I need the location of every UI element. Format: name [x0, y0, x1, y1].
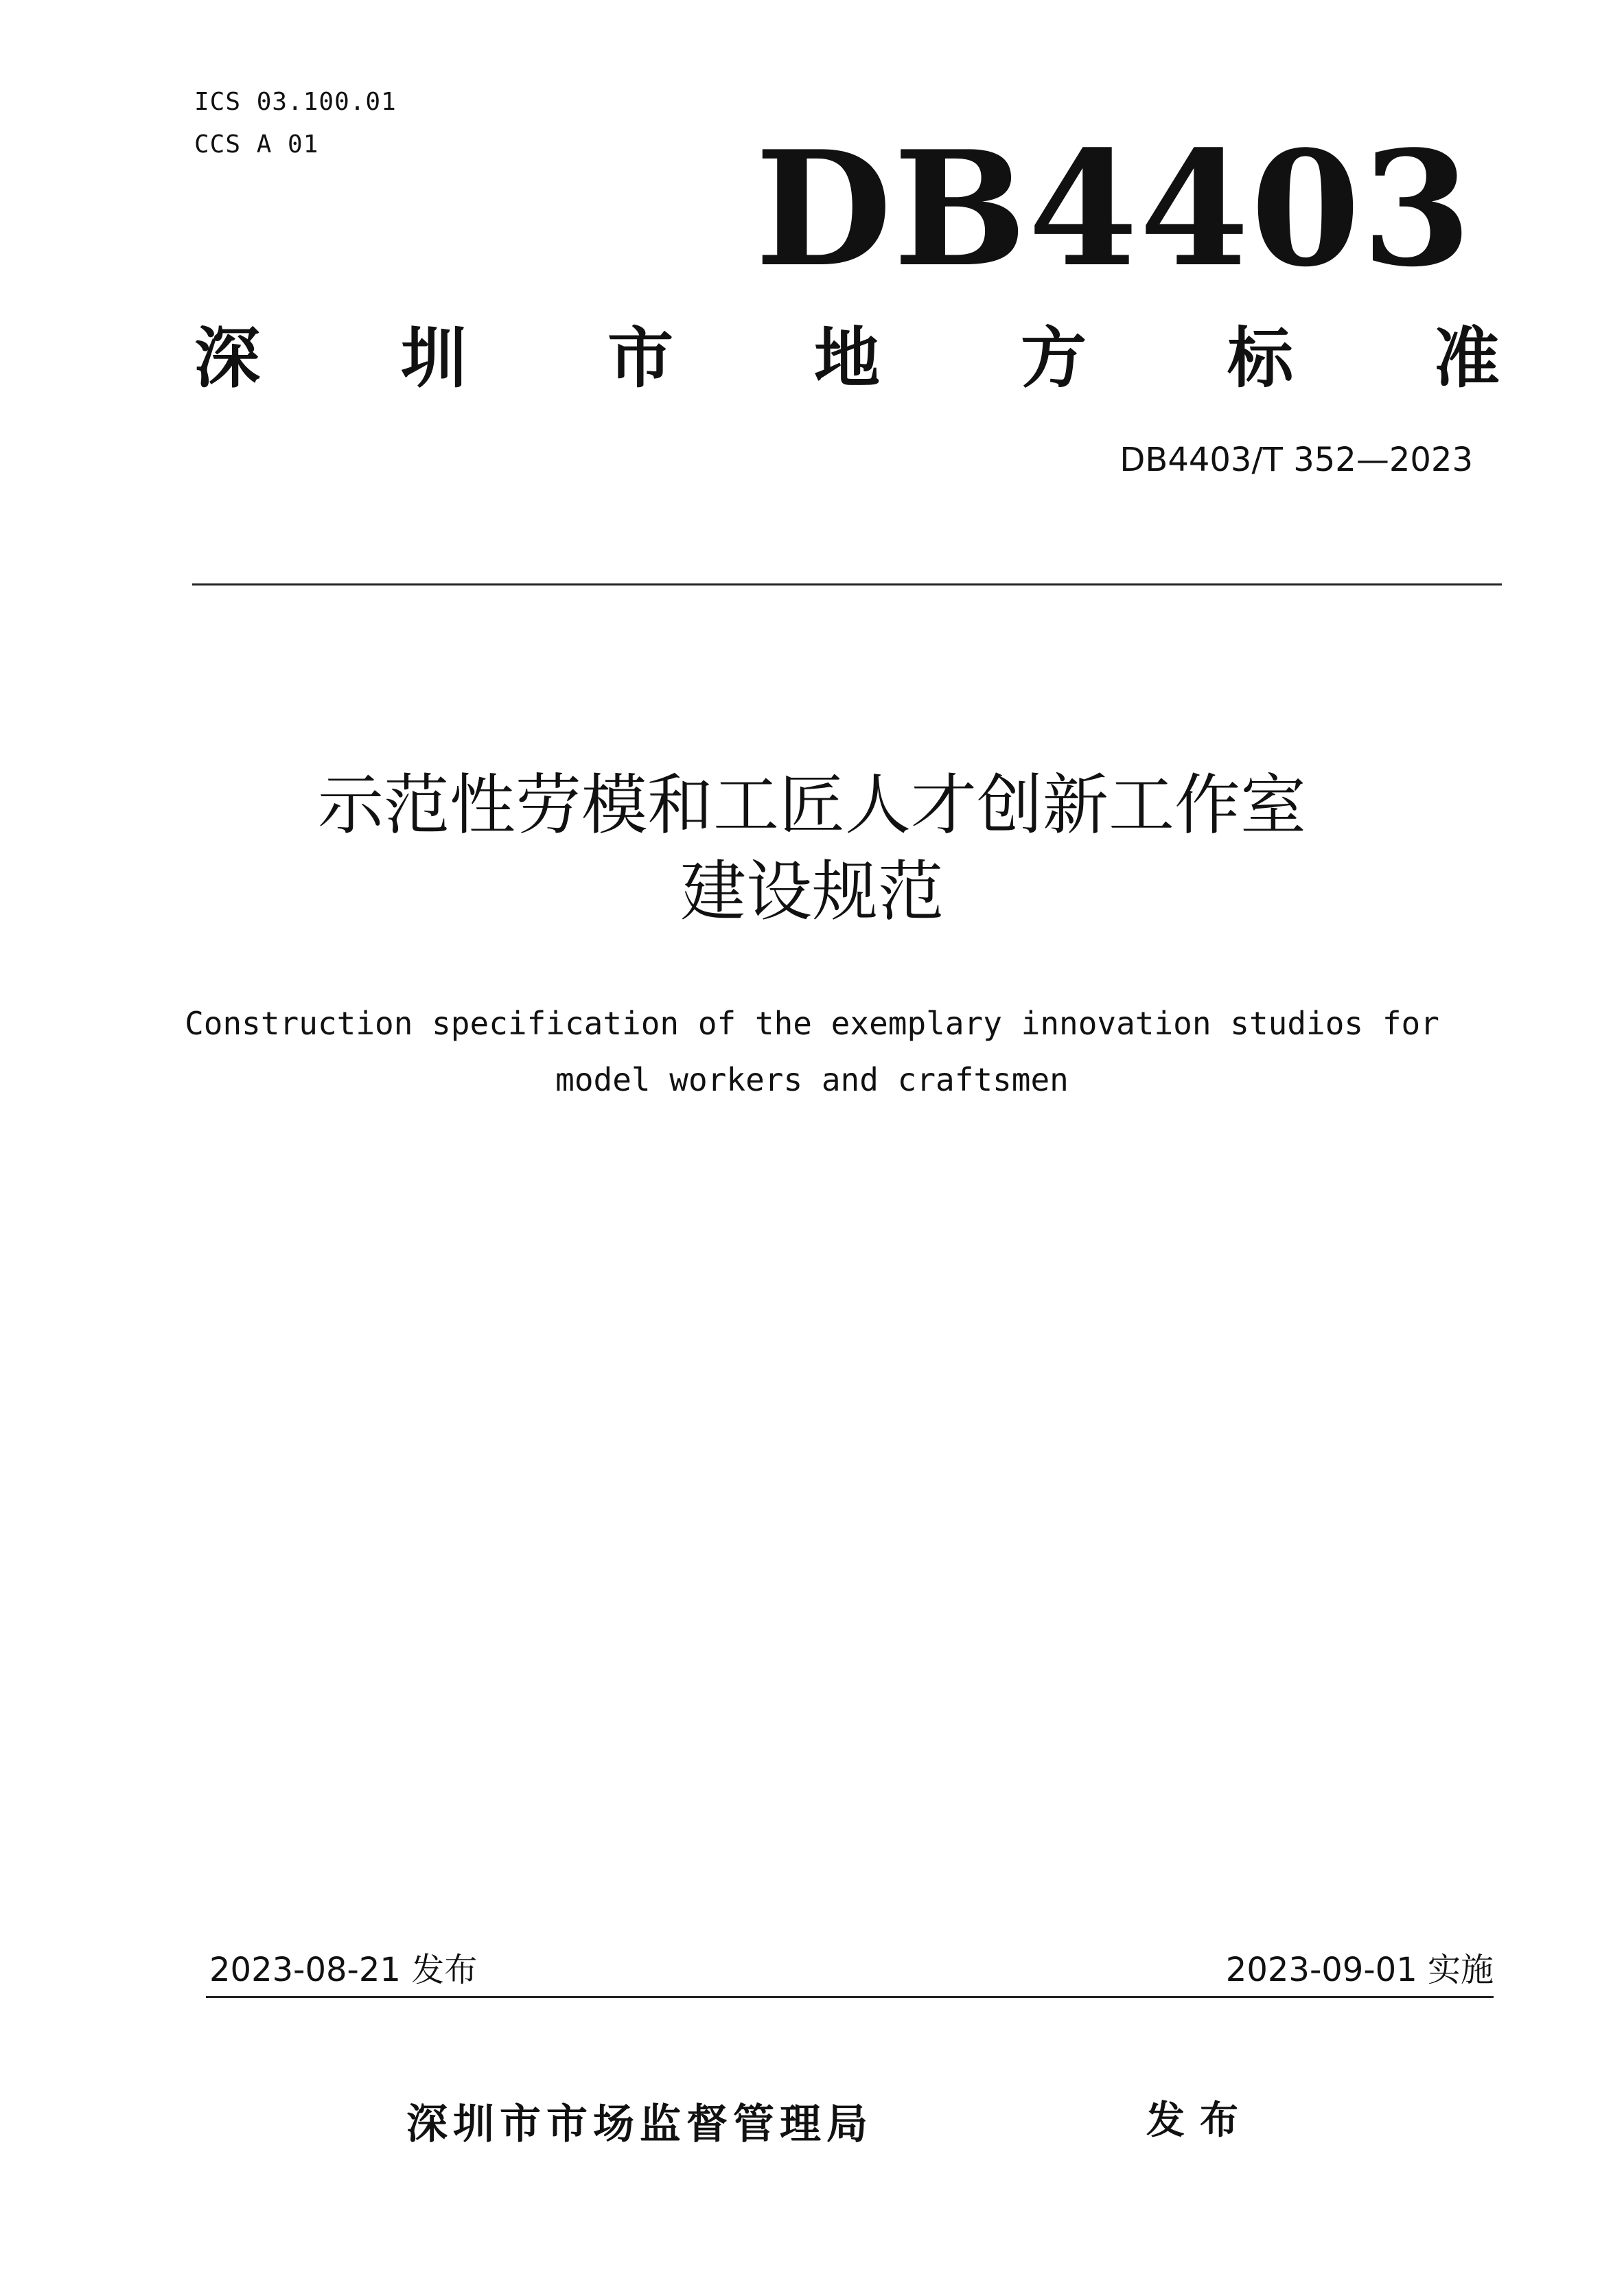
ics-code: ICS 03.100.01: [194, 88, 397, 116]
standard-type-char: 圳: [401, 320, 467, 397]
publisher-name: 深圳市市场监督管理局: [406, 2100, 873, 2148]
standard-type-char: 准: [1434, 320, 1500, 397]
top-divider: [192, 583, 1502, 585]
chinese-title: [137, 762, 1487, 935]
standard-brand: DB4403: [755, 117, 1473, 302]
standard-number: DB4403/T 352—2023: [1120, 441, 1473, 479]
standard-type-char: 深: [194, 320, 260, 397]
issue-date: 2023-08-21 发布: [209, 1951, 478, 1989]
bottom-divider: [206, 1996, 1494, 1998]
chinese-title-line: 示范性劳模和工匠人才创新工作室: [318, 767, 1306, 844]
standard-type-char: 市: [607, 320, 673, 397]
standard-type-char: 方: [1021, 320, 1087, 397]
implementation-date: 2023-09-01 实施: [1225, 1951, 1494, 1989]
chinese-title-line: 建设规范: [680, 853, 944, 930]
classification-codes: [194, 81, 397, 166]
standard-type-heading: [194, 317, 1500, 399]
standard-type-char: 标: [1227, 320, 1293, 397]
english-title: Construction specification of the exemplary innovation studios for model workers and craftsmen: [185, 1005, 1439, 1098]
ccs-code: CCS A 01: [194, 130, 319, 159]
publisher-suffix: 发布: [1146, 2098, 1253, 2143]
standard-type-char: 地: [814, 320, 880, 397]
